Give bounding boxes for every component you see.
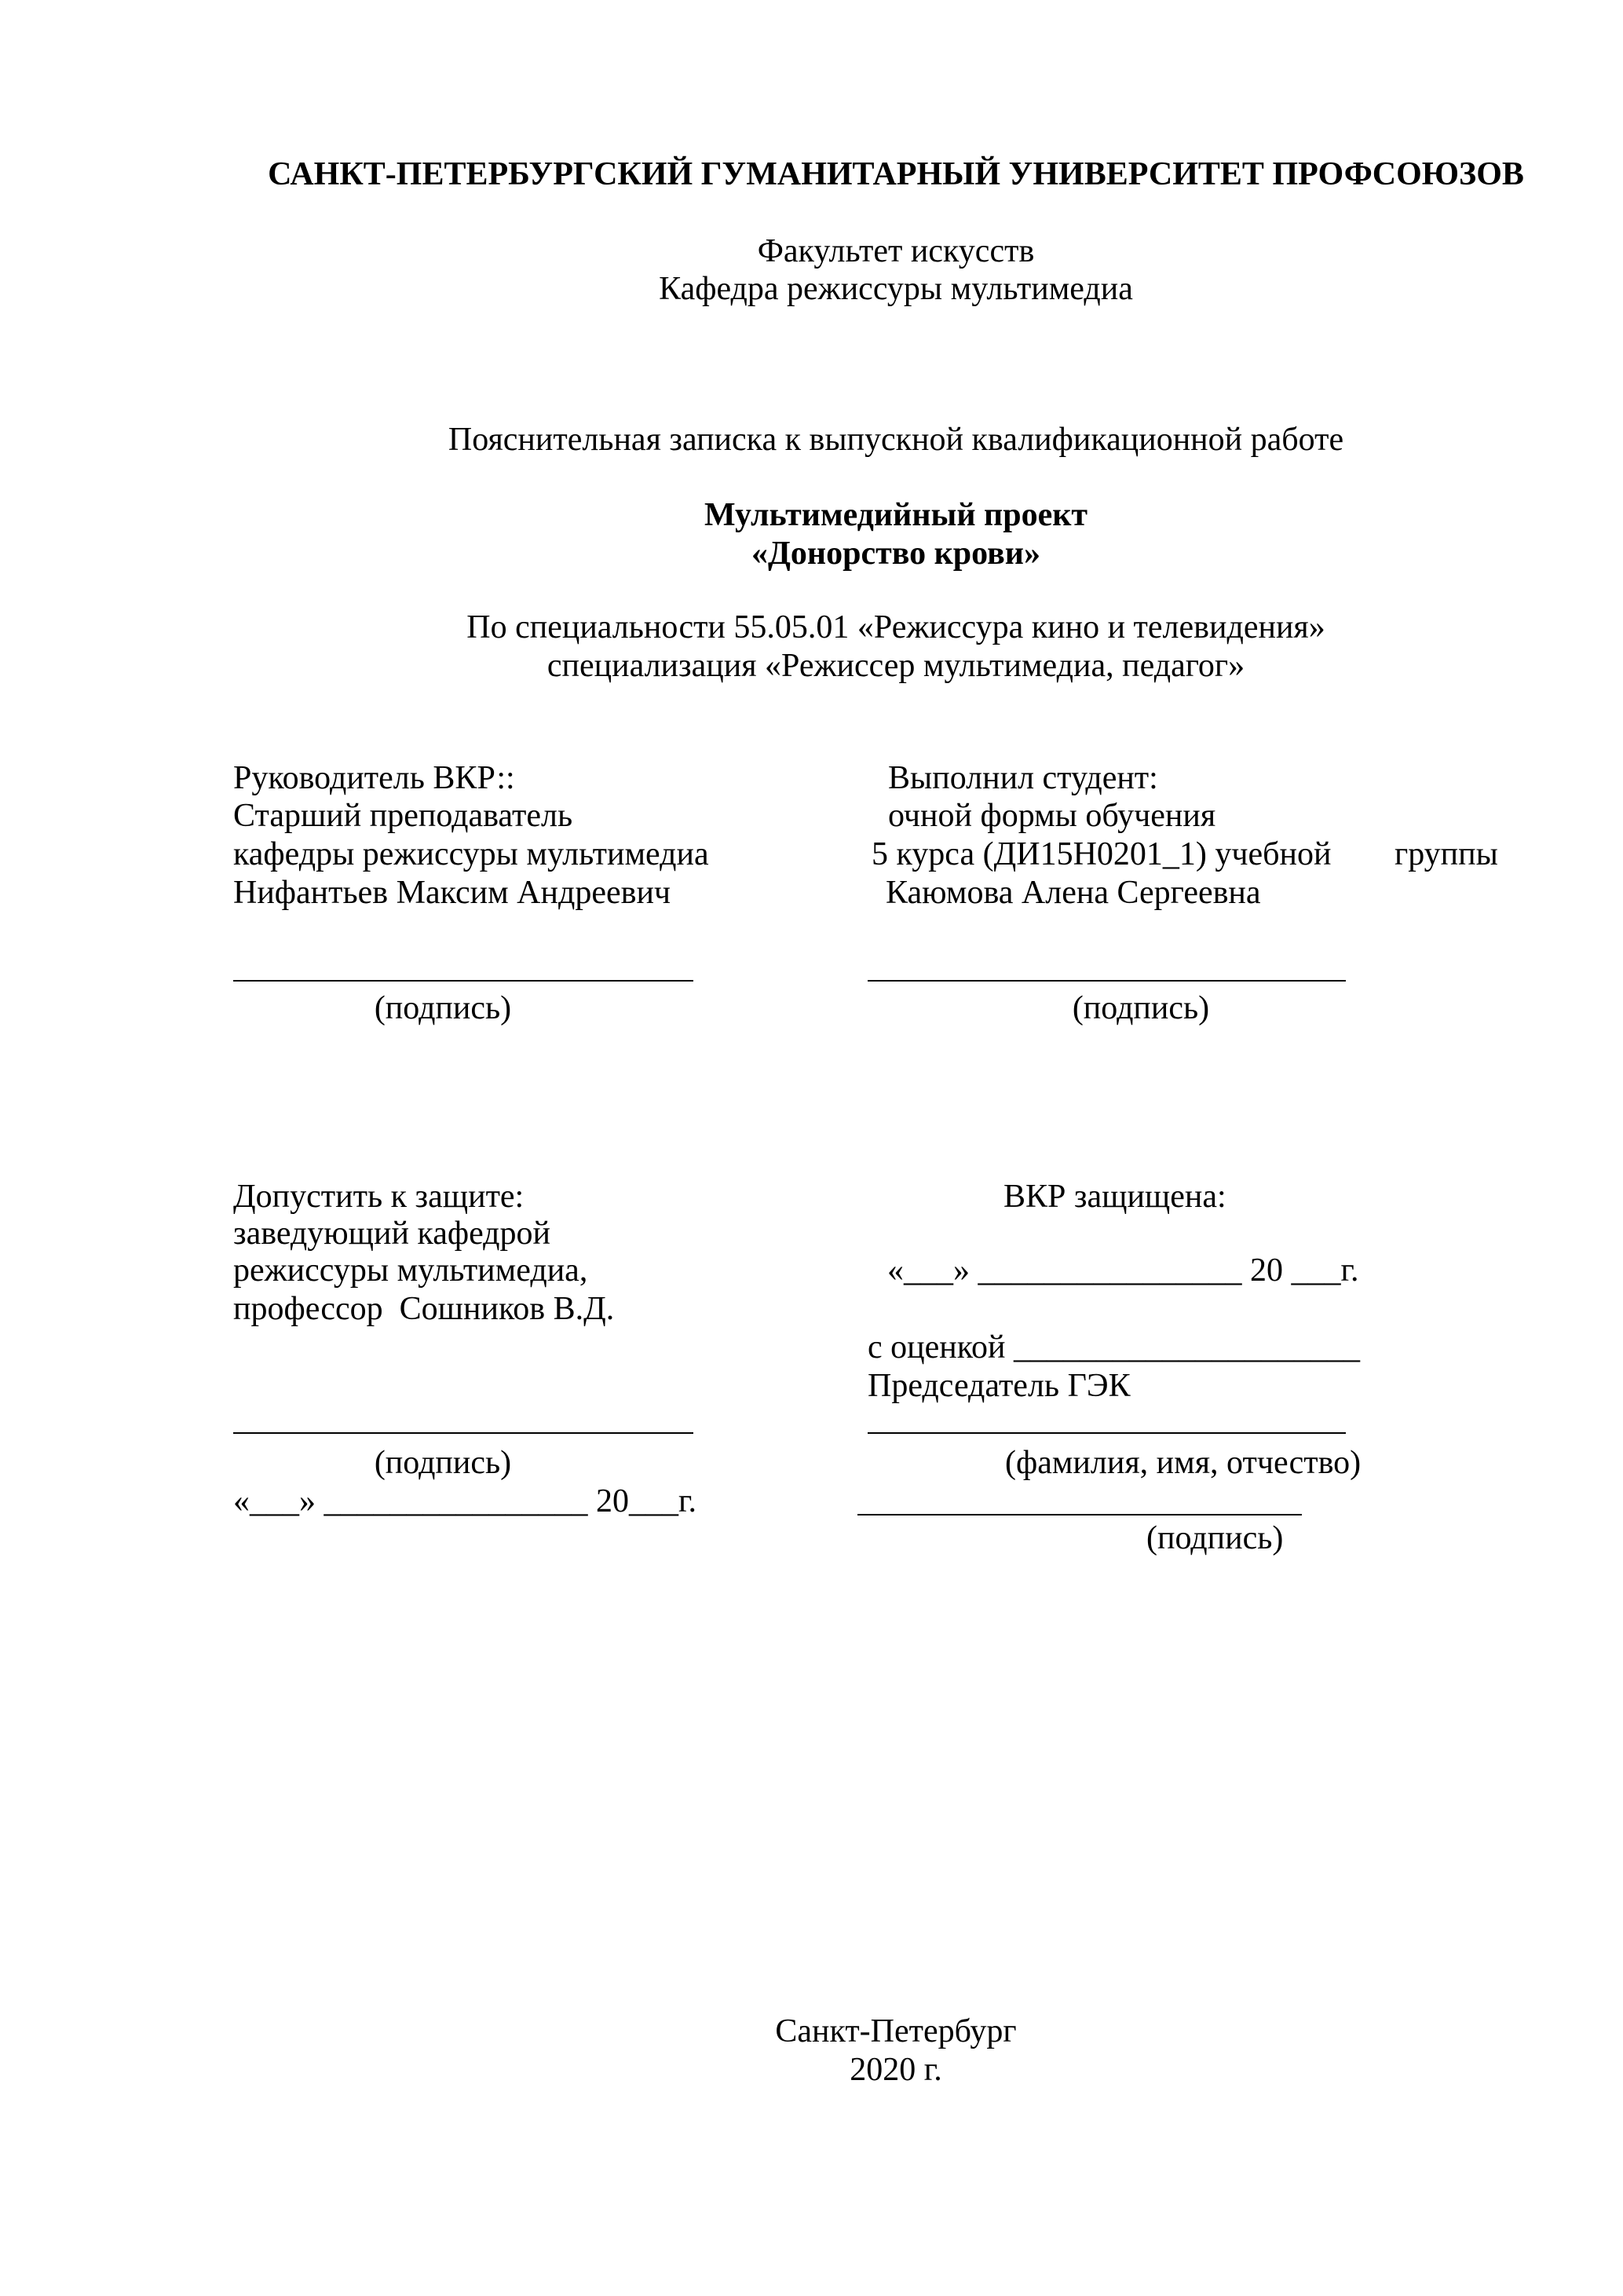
specialty: По специальности 55.05.01 «Режиссура кино и телевидения» [466,609,1325,645]
defense-grade: с оценкой _____________________ [868,1329,1360,1366]
admission-signature-caption: (подпись) [374,1445,512,1481]
admission-date: «___» ________________ 20___г. [233,1483,696,1519]
defense-signature-caption: (подпись) [1146,1520,1284,1556]
student-heading: Выполнил студент: [888,760,1158,796]
university-name: САНКТ-ПЕТЕРБУРГСКИЙ ГУМАНИТАРНЫЙ УНИВЕРСИТЕТ ПРОФСОЮЗОВ [268,156,1524,192]
department: Кафедра режиссуры мультимедиа [659,271,1133,307]
admission-line1: заведующий кафедрой [233,1216,551,1252]
defense-chair-name-line [868,1432,1346,1434]
student-group-word: группы [1395,836,1498,872]
work-type: Пояснительная записка к выпускной квалификационной работе [448,422,1344,458]
supervisor-name: Нифантьев Максим Андреевич [233,875,671,911]
supervisor-signature-caption: (подпись) [374,990,512,1026]
defense-date: «___» ________________ 20 ___г. [887,1252,1359,1289]
student-name: Каюмова Алена Сергеевна [886,875,1261,911]
specialization: специализация «Режиссер мультимедиа, педагог» [546,648,1245,684]
city: Санкт-Петербург [775,2013,1017,2049]
supervisor-heading: Руководитель ВКР:: [233,760,515,796]
defense-name-caption: (фамилия, имя, отчество) [1005,1445,1362,1481]
student-signature-line [868,980,1346,982]
supervisor-department: кафедры режиссуры мультимедиа [233,836,709,872]
defense-heading: ВКР защищена: [1003,1179,1226,1215]
admission-head-name: профессор Сошников В.Д. [233,1291,615,1327]
admission-line2: режиссуры мультимедиа, [233,1252,588,1289]
student-study-form: очной формы обучения [888,798,1216,834]
defense-signature-line [857,1514,1302,1515]
admission-heading: Допустить к защите: [233,1179,525,1215]
supervisor-position: Старший преподаватель [233,798,573,834]
faculty: Факультет искусств [757,233,1035,269]
admission-signature-line [233,1432,693,1434]
supervisor-signature-line [233,980,693,982]
work-title-line2: «Донорство крови» [751,536,1040,572]
year: 2020 г. [850,2052,942,2088]
student-course-group: 5 курса (ДИ15Н0201_1) учебной [872,836,1332,872]
work-title-line1: Мультимедийный проект [704,497,1088,533]
defense-chair: Председатель ГЭК [868,1368,1131,1404]
student-signature-caption: (подпись) [1072,990,1210,1026]
